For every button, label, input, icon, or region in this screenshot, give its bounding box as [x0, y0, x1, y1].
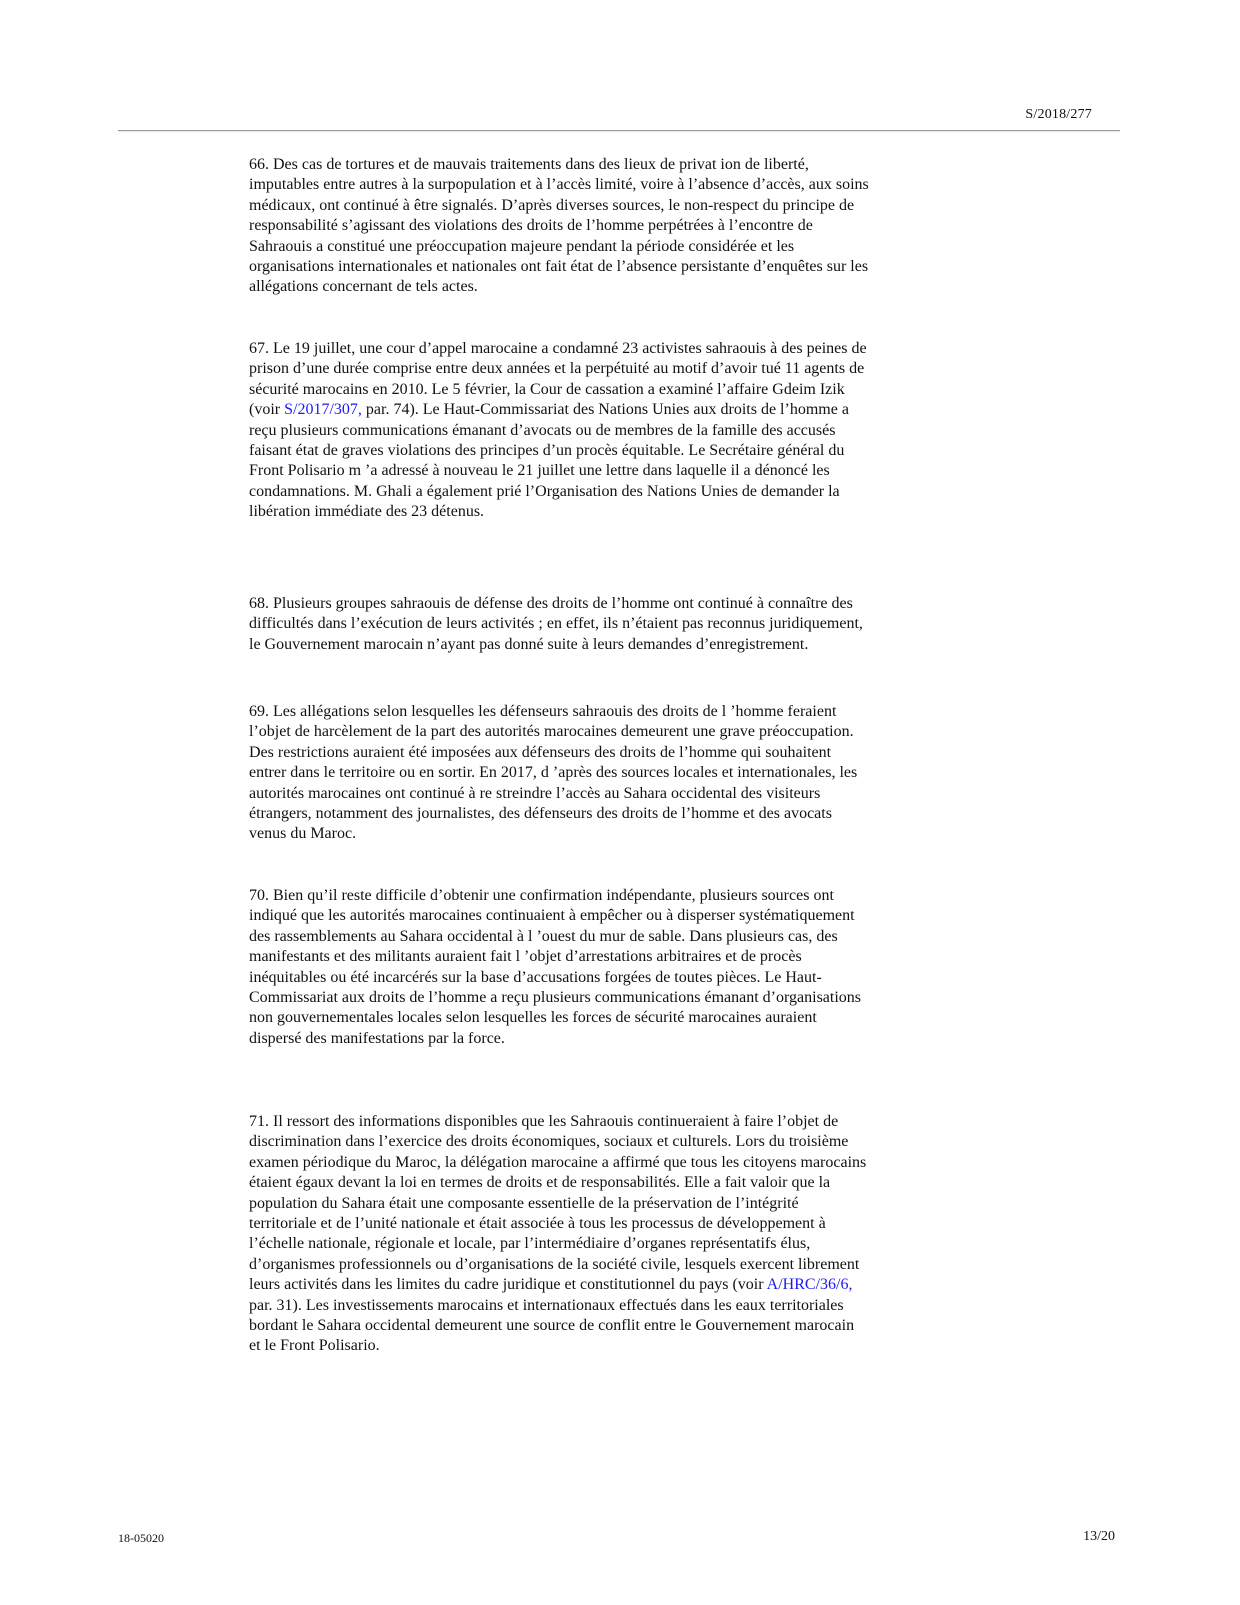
header-rule: [118, 130, 1120, 131]
paragraph-68: 68. Plusieurs groupes sahraouis de défense des droits de l’homme ont continué à connaître des difficultés dans l’exécution de leurs activités ; en effet, ils n’étaient pas reconnus juridiquement, le Gouvernement marocain n’ayant pas donné suite à leurs demandes d’enregistrement.: [249, 595, 863, 653]
document-symbol: S/2018/277: [1025, 107, 1092, 122]
paragraph-71: [249, 1112, 869, 1357]
paragraph-71-text-after: par. 31). Les investissements marocains et internationaux effectués dans les eaux territoriales bordant le Sahara occidental demeurent une source de conflit entre le Gouvernement marocain et le Front Polisario.: [249, 1296, 855, 1355]
paragraph-67-text-before: 67. Le 19 juillet, une cour d’appel marocaine a condamné 23 activistes sahraouis à des peines de prison d’une durée comprise entre deux années et la perpétuité au motif d’avoir tué 11 agents de sécurité marocains en 2010. Le 5 février, la Cour de cassation a examiné l’affaire Gdeim Izik (voir: [249, 340, 867, 419]
paragraph-70: 70. Bien qu’il reste difficile d’obtenir une confirmation indépendante, plusieurs sources ont indiqué que les autorités marocaines continuaient à empêcher ou à disperser systématiquement des rassemblements au Sahara occidental à l ’ouest du mur de sable. Dans plusieurs cas, des manifestants et des militants auraient fait l ’objet d’arrestations arbitraires et de procès inéquitables ou été incarcérés sur la base d’accusations forgées de toutes pièces. Le Haut-Commissariat aux droits de l’homme a reçu plusieurs communications émanant d’organisations non gouvernementales locales selon lesquelles les forces de sécurité marocaines auraient dispersé des manifestations par la force.: [249, 887, 862, 1047]
reference-link-s-2017-307[interactable]: S/2017/307,: [284, 401, 362, 419]
paragraph-67: [249, 339, 869, 523]
paragraph-67-text-after: par. 74). Le Haut-Commissariat des Nations Unies aux droits de l’homme a reçu plusieurs communications émanant d’avocats ou de membres de la famille des accusés faisant état de graves violations des principes d’un procès équitable. Le Secrétaire général du Front Polisario m ’a adressé à nouveau le 21 juillet une lettre dans laquelle il a dénoncé les condamnations. M. Ghali a également prié l’Organisation des Nations Unies de demander la libération immédiate des 23 détenus.: [249, 401, 849, 521]
paragraph-71-text-before: 71. Il ressort des informations disponibles que les Sahraouis continueraient à faire l’objet de discrimination dans l’exercice des droits économiques, sociaux et culturels. Lors du troisième examen périodique du Maroc, la délégation marocaine a affirmé que tous les citoyens marocains étaient égaux devant la loi en termes de droits et de responsabilités. Elle a fait valoir que la population du Sahara était une composante essentielle de la préservation de l’intégrité territoriale et de l’unité nationale et était associée à tous les processus de développement à l’échelle nationale, régionale et locale, par l’intermédiaire d’organes représentatifs élus, d’organismes professionnels ou d’organisations de la société civile, lesquels exercent librement leurs activités dans les limites du cadre juridique et constitutionnel du pays (voir: [249, 1113, 867, 1294]
paragraph-66: 66. Des cas de tortures et de mauvais traitements dans des lieux de privat ion de liberté, imputables entre autres à la surpopulation et à l’accès limité, voire à l’absence d’accès, aux soins médicaux, ont continué à être signalés. D’après diverses sources, le non-respect du principe de responsabilité s’agissant des violations des droits de l’homme perpétrées à l’encontre de Sahraouis a constitué une préoccupation majeure pendant la période considérée et les organisations internationales et nationales ont fait état de l’absence persistante d’enquêtes sur les allégations concernant de tels actes.: [249, 156, 869, 296]
reference-link-a-hrc-36-6[interactable]: A/HRC/36/6,: [766, 1276, 853, 1294]
paragraph-69: 69. Les allégations selon lesquelles les défenseurs sahraouis des droits de l ’homme feraient l’objet de harcèlement de la part des autorités marocaines demeurent une grave préoccupation. Des restrictions auraient été imposées aux défenseurs des droits de l’homme qui souhaitent entrer dans le territoire ou en sortir. En 2017, d ’après des sources locales et internationales, les autorités marocaines ont continué à re streindre l’accès au Sahara occidental des visiteurs étrangers, notamment des journalistes, des défenseurs des droits de l’homme et des avocats venus du Maroc.: [249, 703, 858, 843]
footer-page-number: 13/20: [1083, 1529, 1115, 1544]
footer-job-number: 18-05020: [118, 1531, 164, 1545]
